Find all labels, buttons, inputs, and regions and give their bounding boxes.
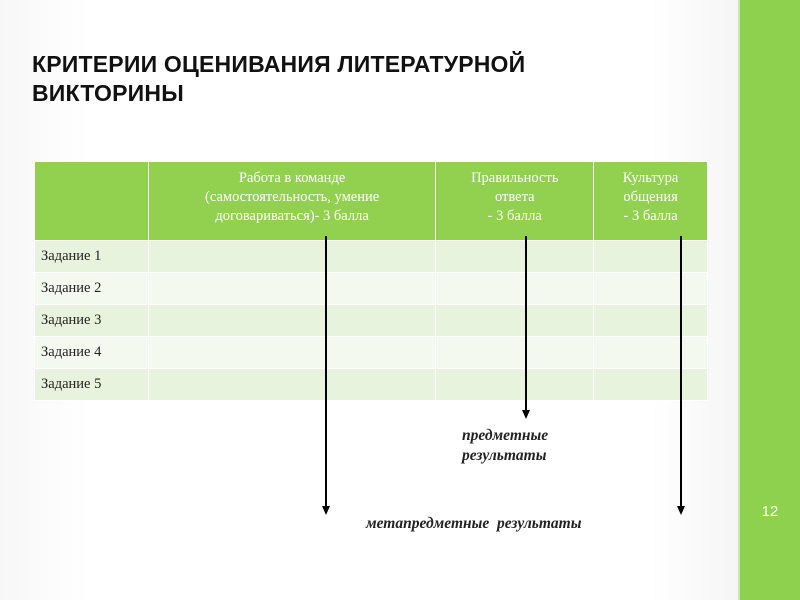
row-label: Задание 5 bbox=[35, 369, 149, 401]
row-label: Задание 3 bbox=[35, 305, 149, 337]
header-line: Правильность bbox=[471, 170, 559, 186]
row-label: Задание 4 bbox=[35, 337, 149, 369]
table-cell bbox=[148, 241, 436, 273]
arrow-communication-line bbox=[680, 236, 682, 508]
page-number: 12 bbox=[761, 503, 779, 520]
table-cell bbox=[594, 337, 708, 369]
table-cell bbox=[148, 305, 436, 337]
table-cell bbox=[436, 241, 594, 273]
header-communication bbox=[594, 162, 708, 241]
table-cell bbox=[148, 337, 436, 369]
title-line-1: КРИТЕРИИ ОЦЕНИВАНИЯ ЛИТЕРАТУРНОЙ bbox=[32, 51, 526, 77]
table-row bbox=[35, 305, 708, 337]
table-cell bbox=[594, 305, 708, 337]
table-row bbox=[35, 273, 708, 305]
meta-results-label: метапредметные результаты bbox=[366, 515, 582, 532]
criteria-table bbox=[34, 161, 708, 401]
row-label: Задание 1 bbox=[35, 241, 149, 273]
table-cell bbox=[594, 241, 708, 273]
table-row bbox=[35, 337, 708, 369]
table-cell bbox=[436, 369, 594, 401]
header-line: договариваться)- 3 балла bbox=[215, 208, 369, 224]
subject-results-label bbox=[462, 426, 548, 466]
header-correctness bbox=[436, 162, 594, 241]
header-line: Работа в команде bbox=[238, 170, 346, 186]
table-cell bbox=[436, 273, 594, 305]
table-cell bbox=[148, 369, 436, 401]
header-teamwork bbox=[148, 162, 436, 241]
row-label: Задание 2 bbox=[35, 273, 149, 305]
header-line: Культура bbox=[622, 170, 679, 186]
table-cell bbox=[594, 369, 708, 401]
header-line: общения bbox=[623, 189, 678, 205]
header-line: (самостоятельность, умение bbox=[205, 189, 380, 205]
table-row bbox=[35, 241, 708, 273]
header-line: ответа bbox=[494, 189, 535, 205]
table-header-row bbox=[35, 162, 708, 241]
table-cell bbox=[148, 273, 436, 305]
arrow-correctness-line bbox=[525, 236, 527, 412]
table-row bbox=[35, 369, 708, 401]
table-cell bbox=[436, 305, 594, 337]
table-cell bbox=[594, 273, 708, 305]
header-line: - 3 балла bbox=[623, 208, 678, 224]
header-line: - 3 балла bbox=[487, 208, 542, 224]
subject-results-line-2: результаты bbox=[462, 447, 547, 464]
page-title bbox=[32, 50, 712, 108]
arrow-down-icon bbox=[322, 506, 330, 515]
arrow-down-icon bbox=[677, 506, 685, 515]
table-cell bbox=[436, 337, 594, 369]
arrow-teamwork-line bbox=[325, 236, 327, 508]
arrow-down-icon bbox=[522, 410, 530, 419]
title-line-2: ВИКТОРИНЫ bbox=[32, 80, 184, 106]
header-cell-empty bbox=[35, 162, 149, 241]
subject-results-line-1: предметные bbox=[462, 427, 549, 444]
